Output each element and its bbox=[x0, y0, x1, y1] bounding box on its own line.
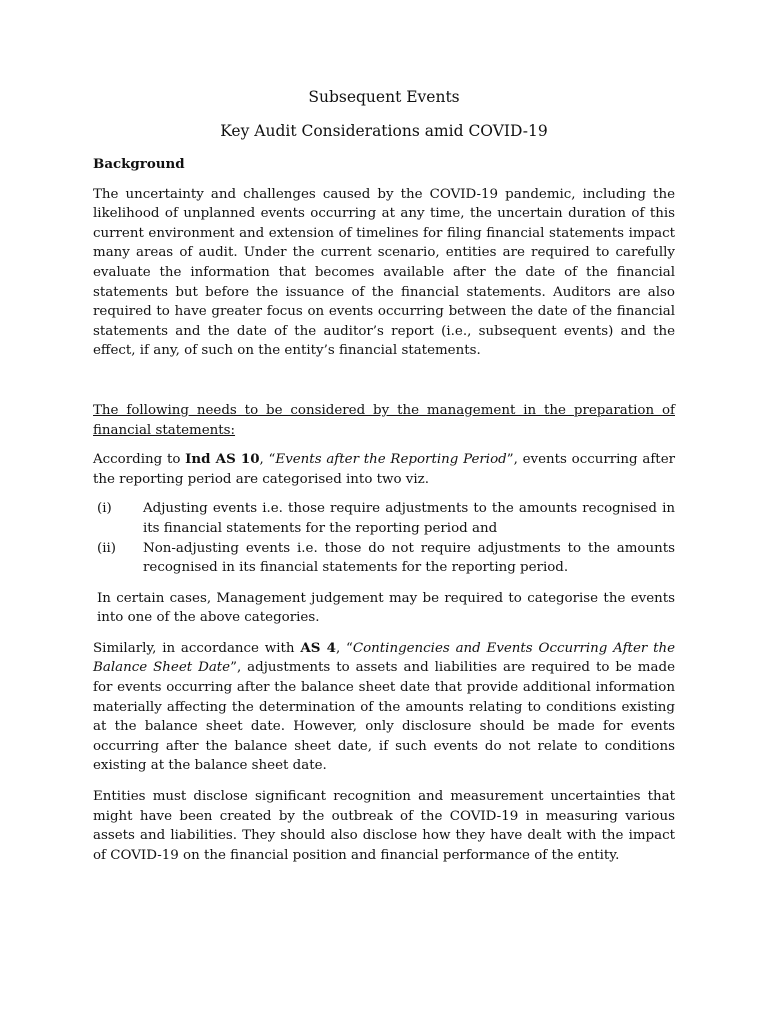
as4-standard: AS 4 bbox=[300, 639, 336, 656]
as4-tail: ”, adjustments to assets and liabilities are required to be made for events occurring after the balance sheet date that provide additional information materially affecting the determination of the amounts relating to conditions existing at the balance sheet date. However, only disclosure should be made for events occurring after the balance sheet date, if such events do not relate to conditions existing at the balance sheet date. bbox=[93, 660, 675, 774]
ind-as-sep: , “ bbox=[259, 452, 276, 468]
list-item-text: Adjusting events i.e. those require adjustments to the amounts recognised in its financial statements for the reporting period and bbox=[143, 501, 675, 536]
ind-as-10-paragraph bbox=[93, 450, 675, 489]
ind-as-tail: ”, events occurring after the reporting period are categorised into two viz. bbox=[93, 452, 676, 487]
list-item bbox=[93, 499, 675, 538]
judgement-paragraph: In certain cases, Management judgement may be required to categorise the events into one of the above categories. bbox=[97, 590, 675, 626]
ind-as-standard: Ind AS 10 bbox=[185, 451, 260, 468]
list-item bbox=[93, 539, 675, 578]
event-types-list bbox=[93, 499, 675, 577]
as-4-paragraph bbox=[93, 639, 675, 776]
background-paragraph: The uncertainty and challenges caused by the COVID-19 pandemic, including the likelihood of unplanned events occurring at any time, the uncertain duration of this current environment and extension of timelines for filing financial statements impact many areas of audit. Under the current scenario, entities are required to carefully evaluate the information that becomes available after the date of the financial statements but before the issuance of the financial statements. Auditors are also required to have greater focus on events occurring between the date of the financial statements and the date of the auditor’s report (i.e., subsequent events) and the effect, if any, of such on the entity’s financial statements. bbox=[93, 186, 675, 359]
list-marker: (i) bbox=[97, 501, 112, 517]
as4-sep: , “ bbox=[335, 640, 353, 656]
document-subtitle: Key Audit Considerations amid COVID-19 bbox=[220, 122, 548, 140]
as4-title: Contingencies and Events Occurring After the Balance Sheet Date bbox=[93, 640, 675, 676]
document-title: Subsequent Events bbox=[308, 88, 460, 106]
ind-as-title: Events after the Reporting Period bbox=[275, 452, 507, 468]
ind-as-lead: According to bbox=[93, 452, 186, 468]
list-marker: (ii) bbox=[97, 540, 117, 556]
considerations-heading: The following needs to be considered by the management in the preparation of financial statements: bbox=[93, 402, 675, 438]
background-heading: Background bbox=[93, 156, 185, 172]
disclosure-paragraph: Entities must disclose significant recognition and measurement uncertainties that might have been created by the outbreak of the COVID-19 in measuring various assets and liabilities. They should also disclose how they have dealt with the impact of COVID-19 on the financial position and financial performance of the entity. bbox=[93, 789, 675, 863]
as4-lead: Similarly, in accordance with bbox=[93, 640, 301, 656]
list-item-text: Non-adjusting events i.e. those do not require adjustments to the amounts recognised in its financial statements for the reporting period. bbox=[143, 540, 675, 576]
document-page bbox=[93, 86, 675, 865]
